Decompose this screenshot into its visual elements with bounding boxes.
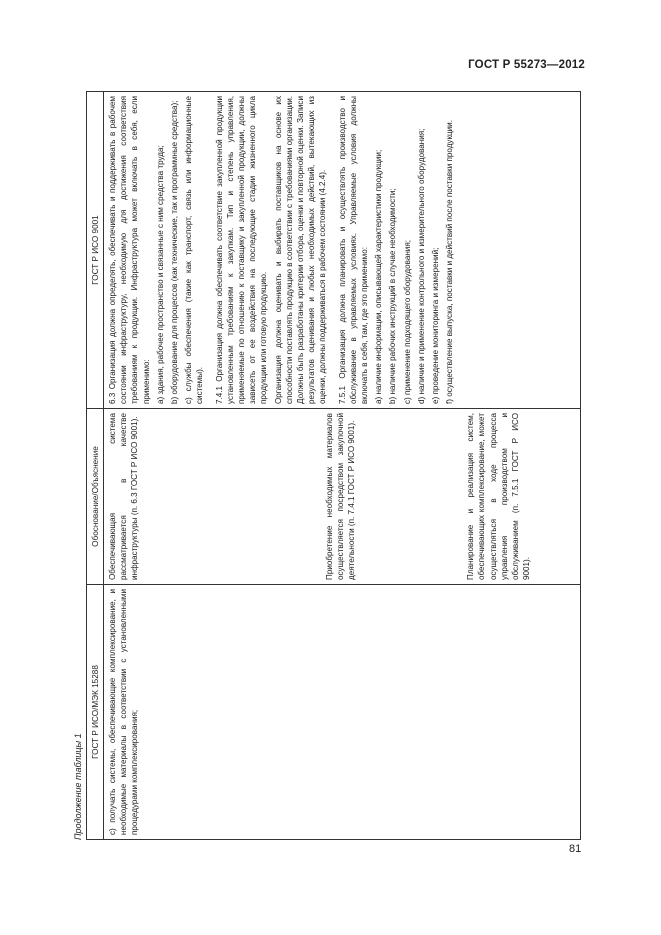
standard-header: ГОСТ Р 55273—2012 <box>468 59 585 71</box>
clause-6-3-c: c) службы обеспечения (такие как транспорт, связь или информационные системы). <box>184 96 205 404</box>
requirement-text: c) получать системы, обеспечивающие комплексирование, и необходимые материалы в соответствии с установленными процедурами комплексирования; <box>108 589 140 835</box>
cell-15288 <box>104 584 580 839</box>
clause-7-4-1-p1: 7.4.1 Организация должна обеспечивать соответствие закупленной продукции установленным требованиям к закупкам. Тип и степень управления, применяемые по отношению к поставщику и закупленной продукции, должны зависеть от ее воздействия на последующие стадии жизненного цикла продукции или готовую продукцию. <box>214 96 269 404</box>
rotated-table-page <box>73 91 581 840</box>
clause-6-3-a: a) здания, рабочее пространство и связанные с ним средства труда; <box>155 145 165 404</box>
clause-7-5-1-b: b) наличие рабочих инструкций в случае необходимости; <box>388 188 398 404</box>
clause-7-5-1-e: e) проведение мониторинга и измерений; <box>431 247 441 404</box>
column-header-15288: ГОСТ Р ИСО/МЭК 15288 <box>87 584 103 839</box>
table-header-row <box>87 92 104 839</box>
rationale-infrastructure: Обеспечивающая система рассматривается в качестве инфраструктуры (п. 6.3 ГОСТ Р ИСО 9001). <box>108 413 140 580</box>
clause-7-4-1-p2: Организация должна оценивать и выбирать поставщиков на основе их способности поставлять продукцию в соответствии с требованиями организации. Должны быть разработаны критерии отбора, оценки и повторной оценки. Записи результатов оценивания и любых необходимых действий, вытекающих из оценки, должны поддерживаться в рабочем состоянии (4.2.4). <box>273 96 328 404</box>
cell-9001 <box>104 92 580 408</box>
clause-7-5-1-intro: 7.5.1 Организация должна планировать и осуществлять производство и обслуживание в управляемых условиях. Управляемые условия должны включать в себя, там, где это применимо: <box>337 96 370 404</box>
clause-6-3-intro: 6.3 Организация должна определять, обеспечивать и поддерживать в рабочем состоянии инфраструктуру, необходимую для достижения соответствия требованиям к продукции. Инфраструктура может включать в себя, если применимо: <box>108 96 151 404</box>
clause-6-3 <box>107 96 206 404</box>
table-caption: Продолжение таблицы 1 <box>73 733 83 840</box>
column-header-rationale: Обоснование/Объяснение <box>87 408 103 584</box>
comparison-table <box>86 91 581 840</box>
page-number: 81 <box>569 843 582 855</box>
rationale-purchasing: Приобретение необходимых материалов осуществляется посредством закупочной деятельности (п. 7.4.1 ГОСТ Р ИСО 9001). <box>324 413 357 580</box>
clause-7-4-1 <box>214 96 329 404</box>
rationale-production: Планирование и реализация систем, обеспечивающих комплексирование, может осуществляться в ходе процесса управления производством и обслуживанием (п. 7.5.1 ГОСТ Р ИСО 9001). <box>466 413 532 580</box>
clause-7-5-1-a: a) наличие информации, описывающей характеристики продукции; <box>374 149 384 404</box>
table-row <box>104 92 580 839</box>
clause-7-5-1-c: c) применение подходящего оборудования; <box>402 240 412 404</box>
clause-6-3-b: b) оборудование для процессов (как технические, так и программные средства); <box>170 100 180 404</box>
clause-7-5-1-d: d) наличие и применение контрольного и измерительного оборудования; <box>416 128 426 404</box>
cell-rationale <box>104 408 580 584</box>
clause-7-5-1-f: f) осуществление выпуска, поставки и действий после поставки продукции. <box>445 120 455 404</box>
column-header-9001: ГОСТ Р ИСО 9001 <box>90 215 100 285</box>
clause-7-5-1 <box>337 96 456 404</box>
